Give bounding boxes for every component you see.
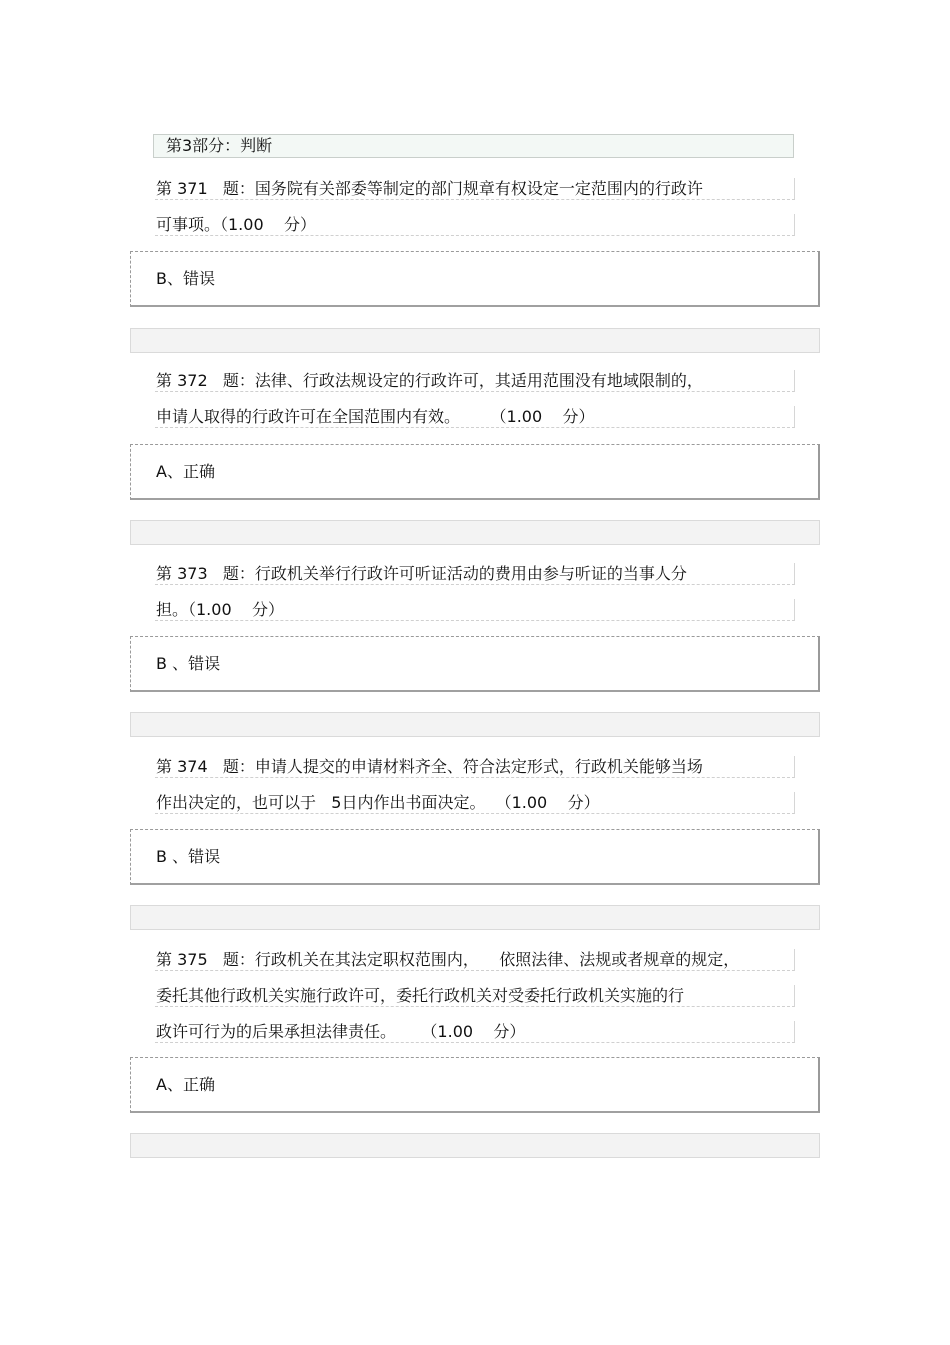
answer-option[interactable]: B、错误: [130, 251, 820, 307]
question-text-line: 第 371 题：国务院有关部委等制定的部门规章有权设定一定范围内的行政许: [155, 178, 795, 200]
question-text-line: 担。（1.00 分）: [155, 599, 795, 621]
separator-bar: [130, 520, 820, 545]
answer-option[interactable]: B 、错误: [130, 829, 820, 885]
question-text-line: 第 374 题：申请人提交的申请材料齐全、符合法定形式，行政机关能够当场: [155, 756, 795, 778]
question-text-line: 作出决定的，也可以于 5日内作出书面决定。 （1.00 分）: [155, 792, 795, 814]
question-text-line: 委托其他行政机关实施行政许可，委托行政机关对受委托行政机关实施的行: [155, 985, 795, 1007]
separator-bar: [130, 328, 820, 353]
separator-bar: [130, 905, 820, 930]
question-text-line: 第 373 题：行政机关举行行政许可听证活动的费用由参与听证的当事人分: [155, 563, 795, 585]
section-title: 第3部分：判断: [166, 136, 273, 155]
answer-option[interactable]: B 、错误: [130, 636, 820, 692]
question-text-line: 第 372 题：法律、行政法规设定的行政许可，其适用范围没有地域限制的，: [155, 370, 795, 392]
answer-option[interactable]: A、正确: [130, 444, 820, 500]
separator-bar: [130, 712, 820, 737]
question-text-line: 政许可行为的后果承担法律责任。 （1.00 分）: [155, 1021, 795, 1043]
question-text-line: 第 375 题：行政机关在其法定职权范围内， 依照法律、法规或者规章的规定，: [155, 949, 795, 971]
question-text-line: 申请人取得的行政许可在全国范围内有效。 （1.00 分）: [155, 406, 795, 428]
separator-bar: [130, 1133, 820, 1158]
section-header: [153, 134, 794, 158]
answer-option[interactable]: A、正确: [130, 1057, 820, 1113]
question-text-line: 可事项。（1.00 分）: [155, 214, 795, 236]
